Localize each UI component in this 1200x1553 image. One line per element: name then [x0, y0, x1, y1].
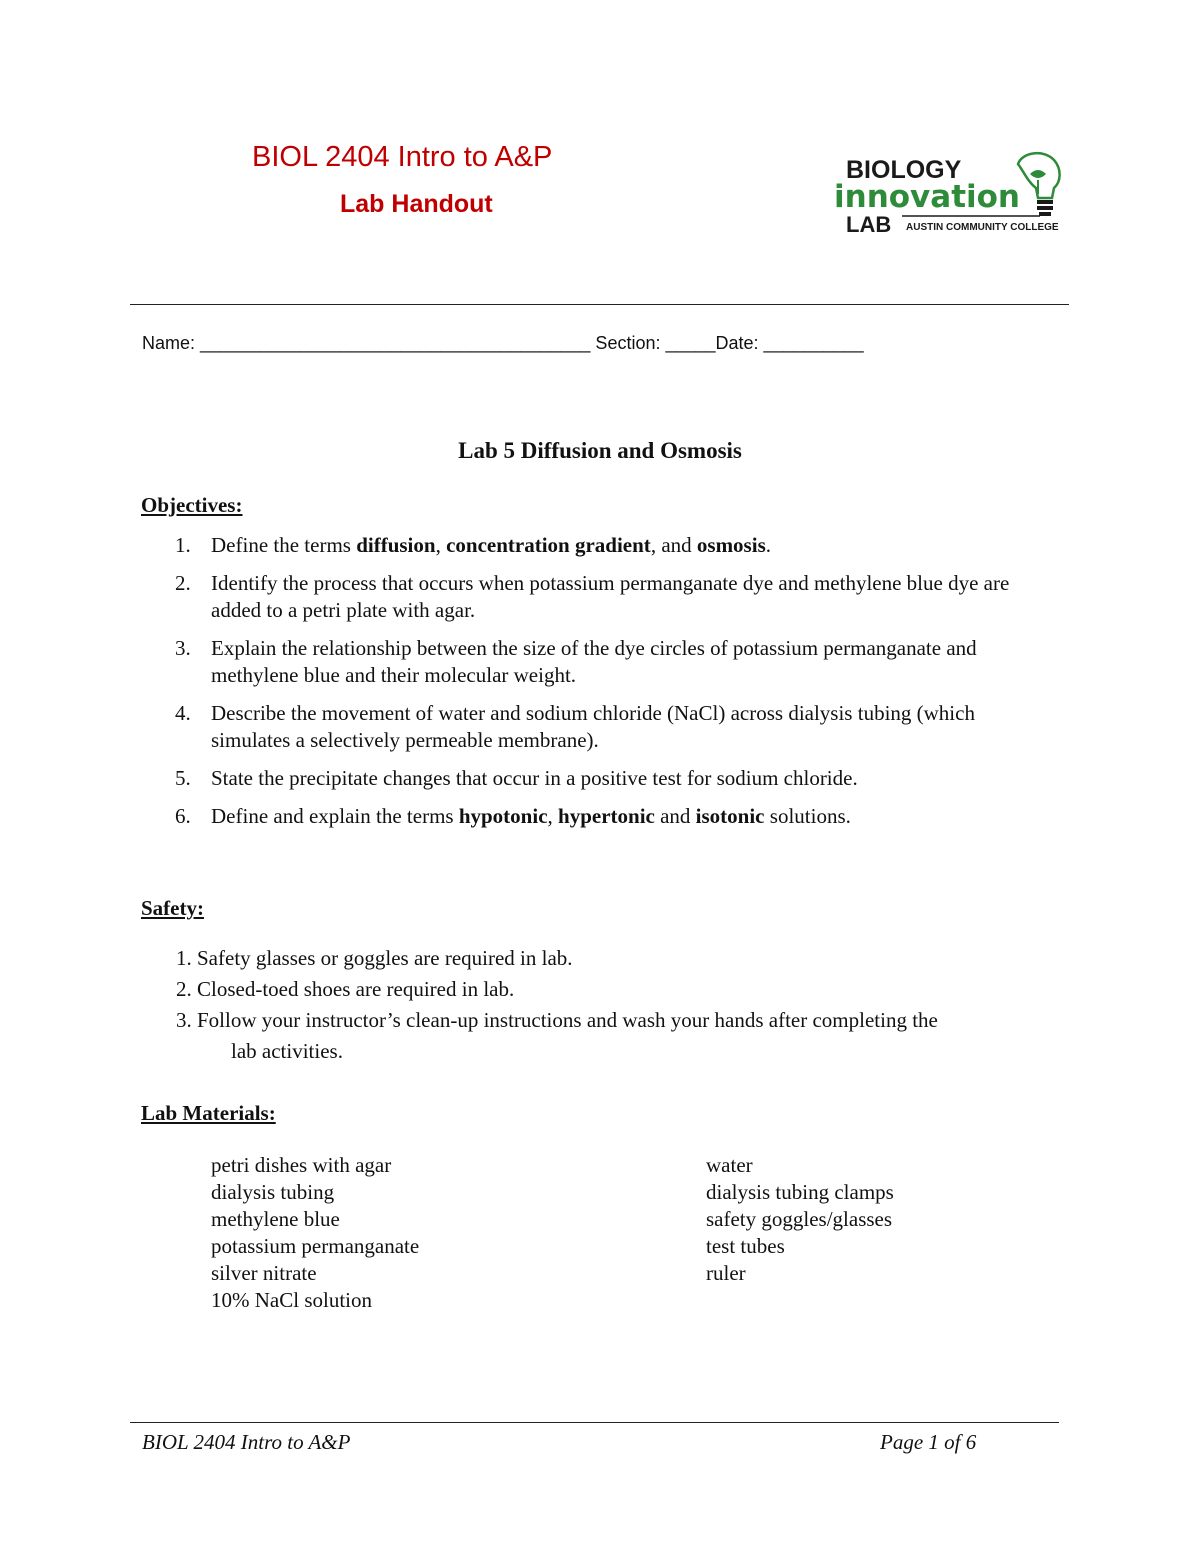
header-divider	[130, 304, 1069, 305]
objective-text-part: Identify the process that occurs when potassium permanganate dye and methylene blue dye are added to a petri plate with agar.	[211, 571, 1010, 622]
course-title: BIOL 2404 Intro to A&P	[252, 141, 553, 173]
objective-text	[211, 766, 858, 790]
safety-item-continued: lab activities.	[231, 1039, 343, 1063]
material-item: water	[706, 1153, 753, 1177]
material-item: potassium permanganate	[211, 1234, 420, 1258]
objective-item	[175, 803, 1041, 830]
objectives-list	[175, 532, 1041, 830]
footer-page-number: Page 1 of 6	[880, 1430, 977, 1454]
objective-item	[175, 635, 1041, 689]
objective-number: 3.	[175, 636, 191, 660]
bold-term: diffusion	[356, 533, 436, 557]
objective-text-part: Define and explain the terms	[211, 804, 459, 828]
objective-text-part: Explain the relationship between the size of the dye circles of potassium permanganate and methylene blue and their molecular weight.	[211, 636, 977, 687]
logo-text-acc: AUSTIN COMMUNITY COLLEGE	[906, 222, 1059, 233]
objective-item	[175, 570, 1041, 624]
objective-text-part: Describe the movement of water and sodium chloride (NaCl) across dialysis tubing (which simulates a selectively permeable membrane).	[211, 701, 975, 752]
material-item: test tubes	[706, 1234, 785, 1258]
objective-text-part: Define the terms	[211, 533, 357, 557]
logo-text-biology: BIOLOGY	[846, 156, 962, 184]
objective-item	[175, 700, 1041, 754]
footer-course: BIOL 2404 Intro to A&P	[142, 1430, 351, 1454]
safety-heading: Safety:	[141, 896, 204, 920]
material-item: petri dishes with agar	[211, 1153, 392, 1177]
material-item: methylene blue	[211, 1207, 340, 1231]
material-item: dialysis tubing	[211, 1180, 335, 1204]
logo-text-innovation: innovation	[834, 179, 1020, 215]
objective-text-part: .	[765, 533, 771, 557]
safety-item: 2. Closed-toed shoes are required in lab.	[176, 977, 515, 1001]
objective-text-part: State the precipitate changes that occur in a positive test for sodium chloride.	[211, 766, 858, 790]
materials-heading: Lab Materials:	[141, 1101, 276, 1125]
biology-innovation-lab-logo	[832, 150, 1068, 236]
material-item: silver nitrate	[211, 1261, 317, 1285]
materials-left-column	[211, 1152, 419, 1314]
objective-text-part: and	[654, 804, 696, 828]
objective-text-part: ,	[547, 804, 559, 828]
objective-number: 5.	[175, 766, 191, 790]
bold-term: concentration gradient	[446, 533, 651, 557]
objective-text	[211, 636, 977, 687]
objective-number: 4.	[175, 701, 191, 725]
lightbulb-head-icon	[1018, 153, 1060, 216]
footer-divider	[130, 1422, 1059, 1423]
material-item: safety goggles/glasses	[706, 1207, 893, 1231]
objective-number: 6.	[175, 804, 191, 828]
objective-item	[175, 532, 1041, 559]
bold-term: isotonic	[695, 804, 765, 828]
objective-text	[211, 533, 771, 557]
handout-subtitle: Lab Handout	[340, 190, 493, 218]
objective-item	[175, 765, 1041, 792]
objective-text	[211, 701, 975, 752]
safety-item: 1. Safety glasses or goggles are required in lab.	[176, 946, 573, 970]
lab-title: Lab 5 Diffusion and Osmosis	[458, 438, 742, 463]
bold-term: hypertonic	[558, 804, 655, 828]
objectives-heading: Objectives:	[141, 493, 243, 517]
objective-number: 2.	[175, 571, 191, 595]
objective-text	[211, 571, 1009, 622]
material-item: dialysis tubing clamps	[706, 1180, 894, 1204]
material-item: 10% NaCl solution	[211, 1288, 372, 1312]
objective-text	[211, 804, 851, 828]
logo-text-lab: LAB	[846, 212, 892, 236]
safety-item: 3. Follow your instructor’s clean-up instructions and wash your hands after completing the	[176, 1008, 938, 1032]
objective-text-part: solutions.	[764, 804, 851, 828]
materials-right-column	[706, 1152, 894, 1287]
objective-text-part: ,	[435, 533, 447, 557]
objective-number: 1.	[175, 533, 191, 557]
bold-term: osmosis	[696, 533, 766, 557]
material-item: ruler	[706, 1261, 746, 1285]
bold-term: hypotonic	[458, 804, 548, 828]
name-section-date-line: Name: _______________________________________ Section: _____Date: __________	[142, 333, 864, 353]
objective-text-part: , and	[650, 533, 697, 557]
